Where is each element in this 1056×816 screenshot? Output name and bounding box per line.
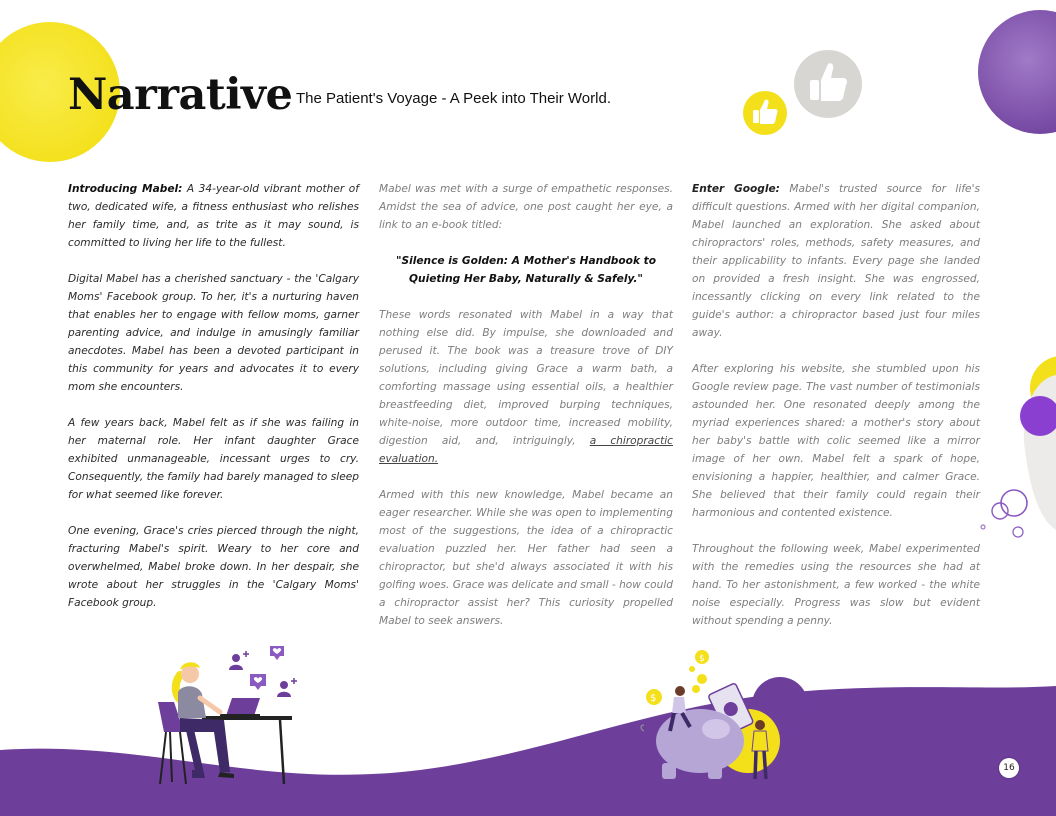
piggy-bank-illustration (640, 645, 840, 785)
column-1 (68, 180, 359, 630)
paragraph: Armed with this new knowledge, Mabel became an eager researcher. While she was open to implementing most of the suggestions, the idea of a chiropractic evaluation puzzled her. Her father had seen a chiropractor, but she'd always associated it with his golfing woes. Grace was delicate and small - how could a chiropractor assist her? This curiosity propelled Mabel to seek answers. (379, 489, 673, 627)
thumbs-up-icon (794, 50, 862, 118)
thumbs-up-icon-small (743, 91, 787, 135)
paragraph (692, 180, 980, 342)
purple-blob-top-right (978, 10, 1056, 134)
paragraph-lead: Introducing Mabel: (68, 183, 183, 195)
book-title: "Silence is Golden: A Mother's Handbook to Quieting Her Baby, Naturally & Safely." (395, 255, 657, 285)
column-3 (692, 180, 980, 648)
column-2 (379, 180, 673, 648)
ring-decor-small (992, 503, 1008, 519)
page-subtitle: The Patient's Voyage - A Peek into Their World. (296, 90, 611, 107)
paragraph-text: A 34-year-old vibrant mother of two, dedicated wife, a fitness enthusiast who relishes her family time, and, as trite as it may sound, is committed to living her life to the fullest. (68, 183, 359, 249)
ring-decor-dot (981, 525, 985, 529)
paragraph (68, 180, 359, 252)
paragraph: After exploring his website, she stumbled upon his Google review page. The vast number of testimonials astounded her. One resonated deeply among the myriad experiences shared: a mother's story about her baby's battle with colic seemed like a mirror image of her own. Mabel felt a spark of hope, envisioning a happier, healthier, and calmer Grace. She believed that their family could regain their harmonious and contented existence. (692, 363, 980, 519)
ring-decor (1001, 490, 1027, 516)
paragraph-text: Mabel's trusted source for life's difficult questions. Armed with her digital companion, Mabel launched an exploration. She asked about chiropractors' roles, methods, safety measures, and their applicability to infants. Every page she landed on provided a fresh insight. She was engrossed, incessantly clicking on every link related to the guide's author: a chiropractor based just four miles away. (692, 183, 981, 339)
paragraph: One evening, Grace's cries pierced through the night, fracturing Mabel's spirit. Weary to her core and overwhelmed, Mabel broke down. In her despair, she wrote about her struggles in the 'Calgary Moms' Facebook group. (68, 525, 359, 609)
chiropractic-evaluation-link[interactable]: a chiropractic evaluation. (379, 435, 673, 465)
paragraph-text: These words resonated with Mabel in a way that nothing else did. By impulse, she downloaded and perused it. The book was a treasure trove of DIY solutions, including giving Grace a warm bath, a comforting massage using essential oils, a healthier breastfeeding diet, improved burping techniques, white-noise, more outdoor time, increased mobility, digestion aid, and, intriguingly, (379, 309, 673, 447)
page-title: Narrative (68, 70, 293, 120)
ring-decor-tiny (1013, 527, 1023, 537)
page-number: 16 (999, 758, 1019, 778)
paragraph: Mabel was met with a surge of empathetic responses. Amidst the sea of advice, one post caught her eye, a link to an e-book titled: (379, 183, 673, 231)
paragraph (379, 306, 673, 468)
paragraph: Throughout the following week, Mabel experimented with the remedies using the resources she had at hand. To her astonishment, a few worked - the white noise especially. Progress was slow but evident without spending a penny. (692, 543, 980, 627)
paragraph: A few years back, Mabel felt as if she was failing in her maternal role. Her infant daughter Grace exhibited unmanageable, incessant urges to cry. Consequently, the family had barely managed to sleep for what seemed like forever. (68, 417, 359, 501)
person-laptop-illustration (150, 640, 310, 790)
svg-text:$: $ (699, 654, 705, 664)
paragraph-lead: Enter Google: (692, 183, 780, 195)
svg-text:$: $ (650, 693, 657, 704)
paragraph: Digital Mabel has a cherished sanctuary - the 'Calgary Moms' Facebook group. To her, it's a nurturing haven that enables her to engage with fellow moms, garner parenting advice, and indulge in amusingly familiar anecdotes. Mabel has been a devoted participant in this community for years and advocates it to every mom she encounters. (68, 273, 359, 393)
